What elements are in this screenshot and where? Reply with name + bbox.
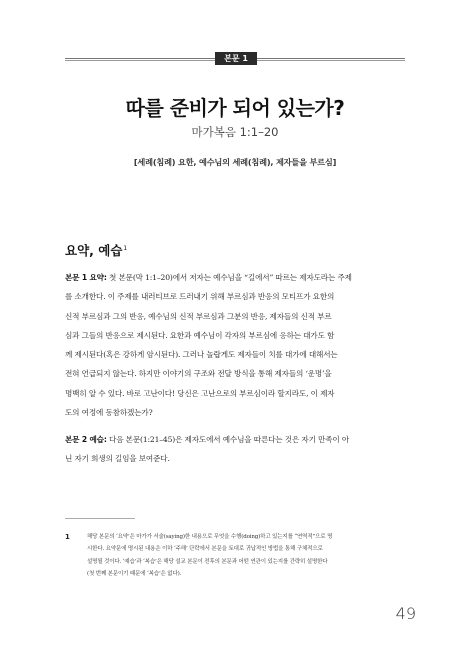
paragraph-line: 께 제시된다(혹은 강하게 암시된다). 그러나 놀랍게도 제자들이 치를 대가에 대해서는	[65, 350, 338, 360]
section-tagline: [세례(침례) 요한, 예수님의 세례(침례), 제자들을 부르심]	[133, 157, 337, 167]
paragraph-line: 본문 1 요약: 첫 본문(막 1:1–20)에서 저자는 예수님을 “길에서” 따르는 제자도라는 주제	[65, 273, 352, 282]
paragraph-line: 본문 2 예습: 다음 본문(1:21–45)은 제자도에서 예수님을 따른다는 것은 자기 만족이 아	[65, 435, 350, 444]
footnote-reference[interactable]: 1	[123, 244, 128, 252]
scripture-reference: 마가복음 1:1–20	[191, 125, 279, 139]
paragraph-line: 닌 자기 희생의 길임을 보여준다.	[65, 454, 170, 464]
paragraph-line: 심과 그들의 반응으로 제시된다. 요한과 예수님이 각자의 부르심에 응하는 대가도 함	[65, 330, 335, 340]
footnote-text	[87, 531, 407, 581]
section-badge: 본문 1	[215, 52, 257, 65]
footnote-number: 1	[65, 533, 70, 541]
page-title: 따를 준비가 되어 있는가?	[125, 96, 345, 120]
footnote-line: 설명될 것이다. ‘예습’과 ‘복습’은 해당 설교 본문이 전후의 본문과 어떤 연관이 있는지를 간략히 설명한다	[87, 558, 328, 565]
summary-heading	[65, 241, 127, 259]
footnote-line: (첫 번째 본문이기 때문에 ‘복습’은 없다).	[87, 571, 182, 578]
preview-paragraph	[65, 430, 405, 469]
page-number: 49	[395, 604, 416, 623]
footnote-divider	[65, 518, 135, 519]
paragraph-label: 본문 1 요약:	[65, 273, 107, 282]
paragraph-line: 도의 여정에 동참하겠는가?	[65, 408, 153, 418]
summary-paragraph	[65, 268, 405, 422]
footnote-line: 시한다. 요약문에 명시된 내용은 이하 ‘주해’ 단락에서 본문을 토대로 귀납적인 방법을 통해 구체적으로	[87, 546, 323, 553]
paragraph-line: 전혀 언급되지 않는다. 하지만 이야기의 구조와 전달 방식을 통해 제자들의 ‘운명’을	[65, 369, 332, 379]
summary-heading-text: 요약, 예습	[65, 243, 123, 258]
paragraph-line: 신적 부르심과 그의 반응, 예수님의 신적 부르심과 그분의 반응, 제자들의 신적 부르	[65, 311, 332, 321]
paragraph-line: 를 소개한다. 이 주제를 내러티브로 드러내기 위해 부르심과 반응의 모티프가 요한의	[65, 292, 335, 302]
paragraph-line: 명백히 알 수 있다. 바로 고난이다! 당신은 고난으로의 부르심이라 할지라도, 이 제자	[65, 388, 335, 398]
paragraph-label: 본문 2 예습:	[65, 435, 107, 444]
footnote-line: 해당 본문의 ‘요약’은 마가가 서술(saying)한 내용으로 무엇을 수행(doing)하고 있는지를 “연역적”으로 명	[87, 534, 333, 540]
